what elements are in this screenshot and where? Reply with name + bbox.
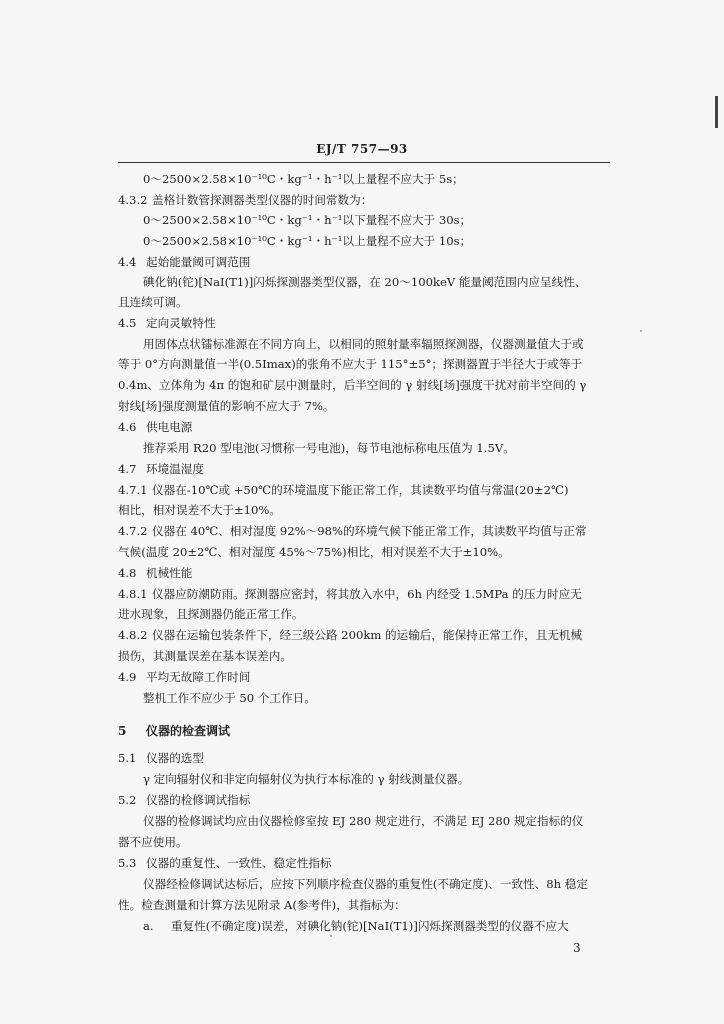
- section-number: 5: [118, 724, 127, 738]
- text-line: 进水现象，且探测器仍能正常工作。: [118, 607, 304, 621]
- clause-number: 5.1: [118, 751, 137, 765]
- clause-number: 4.3.2: [118, 193, 148, 207]
- text-line: 相比，相对误差不大于±10%。: [118, 503, 282, 517]
- clause-4-7-2: 4.7.2 仪器在 40℃、相对湿度 92%～98%的环境气候下能正常工作，其读数平均值与正常: [118, 524, 587, 538]
- clause-5-1: 5.1 仪器的选型: [118, 751, 204, 765]
- clause-4-7: 4.7 环境温湿度: [118, 462, 204, 476]
- list-item-a: a. 重复性(不确定度)误差，对碘化钠(铊)[NaI(T1)]闪烁探测器类型的仪器不应大: [143, 919, 569, 933]
- text-line: 推荐采用 R20 型电池(习惯称一号电池)，每节电池标称电压值为 1.5V。: [143, 441, 515, 455]
- clause-4-8-2: 4.8.2 仪器在运输包装条件下，经三级公路 200km 的运输后，能保持正常工作，且无机械: [118, 628, 583, 642]
- clause-number: 4.7: [118, 462, 137, 476]
- text-line: 碘化钠(铊)[NaI(T1)]闪烁探测器类型仪器，在 20～100keV 能量阈范围内应呈线性、: [143, 275, 587, 289]
- text-line: 0～2500×2.58×10⁻¹⁰C・kg⁻¹・h⁻¹以下量程不应大于 30s；: [143, 213, 472, 227]
- scan-speck: [330, 935, 332, 937]
- text-line: 整机工作不应少于 50 个工作日。: [143, 691, 316, 705]
- text-line: 损伤，其测量误差在基本误差内。: [118, 649, 292, 663]
- scan-speck: [640, 330, 642, 332]
- clause-4-9: 4.9 平均无故障工作时间: [118, 670, 251, 684]
- clause-4-5: 4.5 定向灵敏特性: [118, 316, 216, 330]
- list-marker: a.: [143, 919, 154, 933]
- section-5-heading: 5 仪器的检查调试: [118, 724, 231, 738]
- text-line: 气候(温度 20±2℃、相对湿度 45%～75%)相比，相对误差不大于±10%。: [118, 545, 510, 559]
- text-line: 0.4m、立体角为 4π 的饱和矿层中测量时，后半空间的 γ 射线[场]强度干扰对前半空间的 γ: [118, 378, 587, 392]
- clause-5-3: 5.3 仪器的重复性、一致性、稳定性指标: [118, 856, 332, 870]
- text-line: 器不应使用。: [118, 835, 188, 849]
- clause-number: 4.5: [118, 316, 137, 330]
- clause-4-6: 4.6 供电电源: [118, 420, 193, 434]
- clause-number: 4.7.2: [118, 524, 148, 538]
- page-number: 3: [573, 941, 581, 955]
- text-line: 0～2500×2.58×10⁻¹⁰C・kg⁻¹・h⁻¹以上量程不应大于 5s；: [143, 172, 464, 186]
- scan-margin-mark: [715, 96, 718, 128]
- clause-number: 4.7.1: [118, 483, 148, 497]
- clause-5-2: 5.2 仪器的检修调试指标: [118, 793, 251, 807]
- clause-4-8-1: 4.8.1 仪器应防潮防雨。探测器应密封，将其放入水中，6h 内经受 1.5MPa 的压力时应无: [118, 587, 582, 601]
- clause-number: 4.4: [118, 255, 137, 269]
- clause-number: 4.9: [118, 670, 137, 684]
- clause-4-8: 4.8 机械性能: [118, 566, 193, 580]
- clause-number: 5.3: [118, 856, 137, 870]
- text-line: 用固体点状镭标准源在不同方向上，以相同的照射量率辐照探测器，仪器测量值大于或: [143, 337, 584, 351]
- running-header: EJ/T 757—93: [316, 142, 408, 156]
- text-line: 性。检查测量和计算方法见附录 A(参考件)，其指标为：: [118, 898, 406, 912]
- clause-number: 4.8: [118, 566, 137, 580]
- clause-4-7-1: 4.7.1 仪器在-10℃或 +50℃的环境温度下能正常工作，其读数平均值与常温(20±2℃): [118, 483, 569, 497]
- text-line: γ 定向辐射仪和非定向辐射仪为执行本标准的 γ 射线测量仪器。: [143, 772, 470, 786]
- text-line: 且连续可调。: [118, 295, 188, 309]
- clause-4-4: 4.4 起始能量阈可调范围: [118, 255, 251, 269]
- text-line: 仪器经检修调试达标后，应按下列顺序检查仪器的重复性(不确定度)、一致性、8h 稳定: [143, 877, 588, 891]
- text-line: 射线[场]强度测量值的影响不应大于 7%。: [118, 399, 335, 413]
- clause-number: 4.8.1: [118, 587, 148, 601]
- clause-number: 4.8.2: [118, 628, 148, 642]
- text-line: 仪器的检修调试均应由仪器检修室按 EJ 280 规定进行，不满足 EJ 280 规定指标的仪: [143, 814, 584, 828]
- header-rule: [118, 162, 610, 163]
- text-line: 0～2500×2.58×10⁻¹⁰C・kg⁻¹・h⁻¹以上量程不应大于 10s；: [143, 234, 472, 248]
- text-line: 等于 0°方向测量值一半(0.5Imax)的张角不应大于 115°±5°；探测器置于半径大于或等于: [118, 357, 583, 371]
- clause-number: 5.2: [118, 793, 137, 807]
- clause-number: 4.6: [118, 420, 137, 434]
- clause-4-3-2: 4.3.2 盖格计数管探测器类型仪器的时间常数为：: [118, 193, 373, 207]
